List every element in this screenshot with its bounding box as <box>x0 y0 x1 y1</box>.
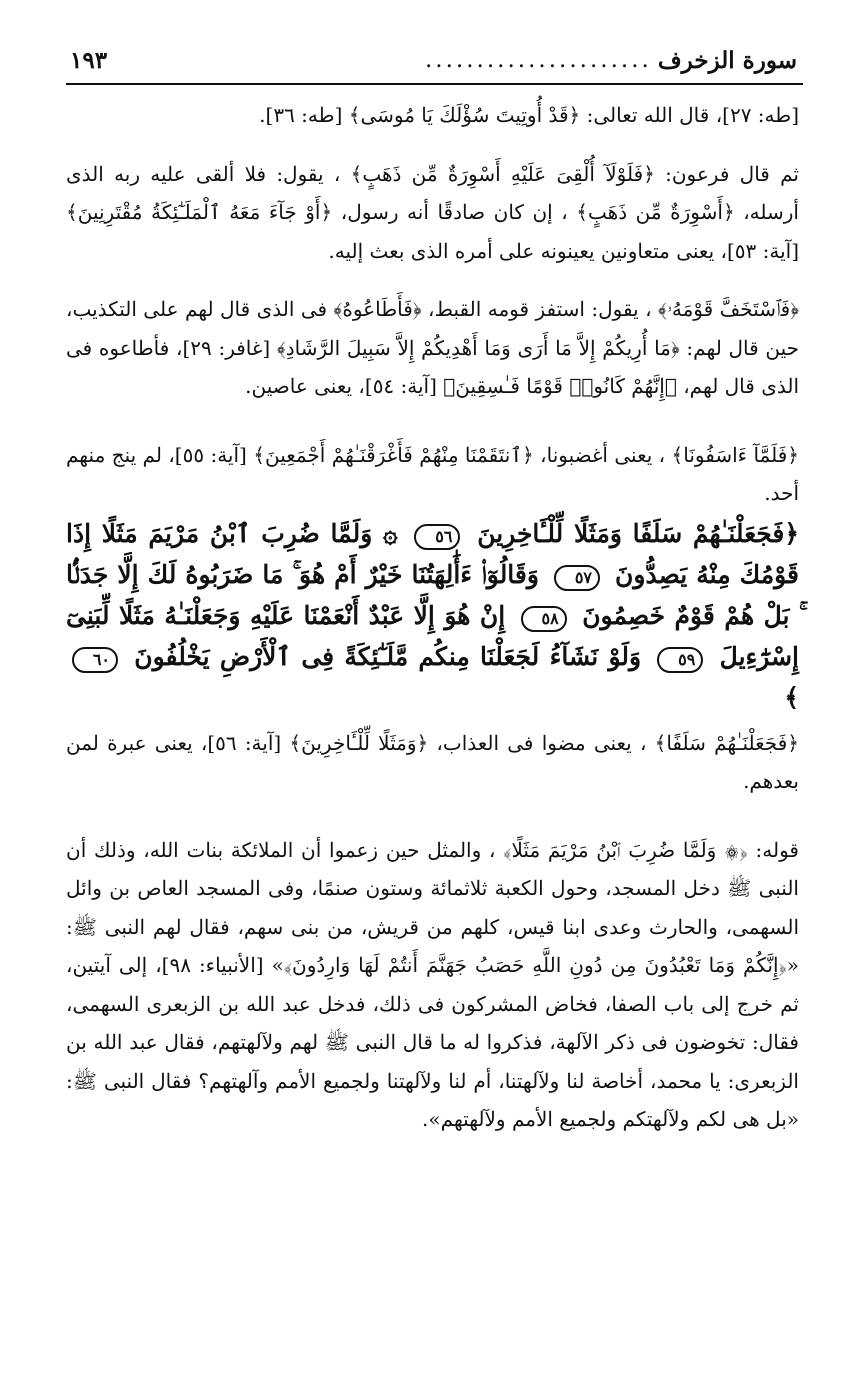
verse-59-text: إِنْ هُوَ إِلَّا عَبْدٌ أَنْعَمْنَا عَلَيْهِ وَجَعَلْنَـٰهُ مَثَلًا لِّبَنِىٓ إِسْرَٰٓءِيلَ <box>66 600 799 671</box>
header-rule <box>66 83 803 85</box>
paragraph-4: ﴿فَلَمَّآ ءَاسَفُونَا﴾ ، يعنى أغضبونا، ﴿ٱنتَقَمْنَا مِنْهُمْ فَأَغْرَقْنَـٰهُمْ أَجْمَعِينَ﴾ [آية: ٥٥]، لم ينج منهم أحد. <box>66 442 799 505</box>
verse-59-number: ٥٩ <box>657 647 703 673</box>
verse-closing-bracket: ﴾ <box>784 682 799 712</box>
verse-60-text: وَلَوْ نَشَآءُ لَجَعَلْنَا مِنكُم مَّلَـٰٓئِكَةً فِى ٱلْأَرْضِ يَخْلُفُونَ <box>134 641 642 671</box>
paragraph-6: ﴿فَجَعَلْنَـٰهُمْ سَلَفًا﴾ ، يعنى مضوا فى العذاب، ﴿وَمَثَلًا لِّلْـَٔاخِرِينَ﴾ [آية: ٥٦]، يعنى عبرة لمن بعدهم. <box>66 730 799 793</box>
paragraph-3: ﴿فَٱسْتَخَفَّ قَوْمَهُۥ﴾ ، يقول: استفز قومه القبط، ﴿فَأَطَاعُوهُ﴾ فى الذى قال لهم على التكذيب، حين قال لهم: ﴿مَا أُرِيكُمْ إِلاَّ مَا أَرَى وَمَا أَهْدِيكُمْ إِلاَّ سَبِيلَ الرَّشَادِ﴾ [غافر: ٢٩]، فأطاعوه فى الذى قال لهم، ﴿إِنَّهُمْ كَانُوا۟ قَوْمًا فَـٰسِقِينَ﴾ [آية: ٥٤]، يعنى عاصين. <box>66 297 799 398</box>
page-body <box>66 96 799 1139</box>
page-number: ١٩٣ <box>70 46 108 74</box>
header-leader-dots: ...................... <box>424 47 652 73</box>
quran-verses-block <box>66 513 799 718</box>
verse-56-number: ٥٦ <box>414 524 460 550</box>
page-header <box>70 42 797 78</box>
verse-58-number: ٥٨ <box>521 606 567 632</box>
paragraph-1: [طه: ٢٧]، قال الله تعالى: ﴿قَدْ أُوتِيتَ سُؤْلَكَ يَا مُوسَى﴾ [طه: ٣٦]. <box>259 103 799 127</box>
verse-57-text: ۞ وَلَمَّا ضُرِبَ ٱبْنُ مَرْيَمَ مَثَلًا إِذَا قَوْمُكَ مِنْهُ يَصِدُّونَ <box>66 518 799 589</box>
surah-title: سورة الزخرف <box>657 46 797 74</box>
verse-60-number: ٦٠ <box>72 647 118 673</box>
paragraph-2: ثم قال فرعون: ﴿فَلَوْلَآ أُلْقِىَ عَلَيْهِ أَسْوِرَةٌ مِّن ذَهَبٍ﴾ ، يقول: فلا ألقى عليه ربه الذى أرسله، ﴿أَسْوِرَةٌ مِّن ذَهَبٍ﴾ ، إن كان صادقًا أنه رسول، ﴿أَوْ جَآءَ مَعَهُ ٱلْمَلَـٰٓئِكَةُ مُقْتَرِنِينَ﴾ [آية: ٥٣]، يعنى متعاونين يعينونه على أمره الذى بعث إليه. <box>66 161 799 263</box>
verse-58-text: وَقَالُوٓا۟ ءَأَٰلِهَتُنَا خَيْرٌ أَمْ هُوَ ۚ مَا ضَرَبُوهُ لَكَ إِلَّا جَدَلًۢا ۚ بَلْ هُمْ قَوْمٌ خَصِمُونَ <box>66 559 799 630</box>
verse-56-text: ﴿فَجَعَلْنَـٰهُمْ سَلَفًا وَمَثَلًا لِّلْـَٔاخِرِينَ <box>477 518 799 548</box>
verse-57-number: ٥٧ <box>554 565 600 591</box>
paragraph-7: قوله: ﴿۞ وَلَمَّا ضُرِبَ ٱبْنُ مَرْيَمَ مَثَلًا﴾ ، والمثل حين زعموا أن الملائكة بنات الله، وذلك أن النبى ﷺ دخل المسجد، وحول الكعبة ثلاثمائة وستون صنمًا، وفى المسجد العاص بن وائل السهمى، والحارث وعدى ابنا قيس، كلهم من قريش، من بنى سهم، فقال لهم النبى ﷺ: «﴿إِنَّكُمْ وَمَا تَعْبُدُونَ مِن دُونِ اللَّهِ حَصَبُ جَهَنَّمَ أَنتُمْ لَهَا وَارِدُونَ﴾» [الأنبياء: ٩٨]، إلى آيتين، ثم خرج إلى باب الصفا، فخاض المشركون فى ذلك، فدخل عبد الله بن الزبعرى السهمى، فقال: تخوضون فى ذكر الآلهة، فذكروا له ما قال النبى ﷺ لهم ولآلهتهم، فقال عبد الله بن الزبعرى: يا محمد، أخاصة لنا ولآلهتنا، أم لنا ولآلهتنا ولجميع الأمم وآلهتهم؟ فقال النبى ﷺ: «بل هى لكم ولآلهتكم ولجميع الأمم ولآلهتهم». <box>66 837 799 1131</box>
